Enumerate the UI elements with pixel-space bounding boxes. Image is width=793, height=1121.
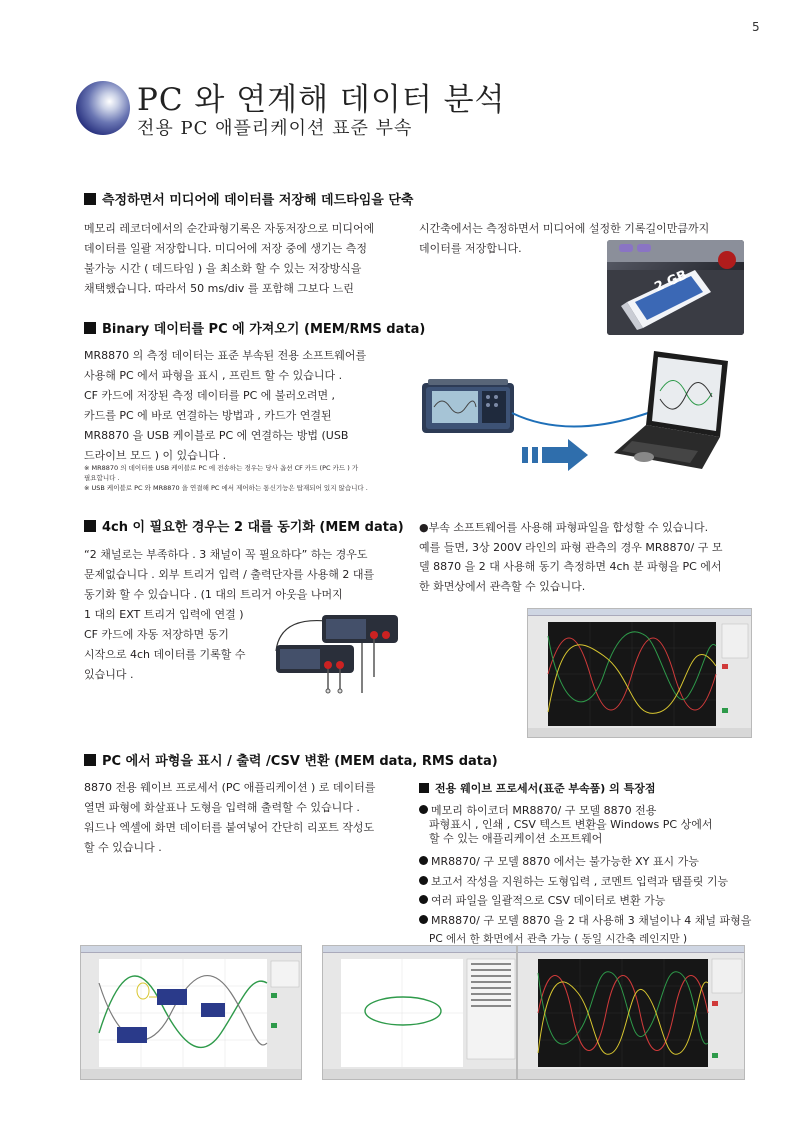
bullet-icon — [419, 895, 428, 904]
composite-waveform-svg — [528, 616, 752, 738]
composite-waveform-screenshot — [527, 608, 752, 738]
text-line: 예를 들면, 3상 200V 라인의 파형 관측의 경우 MR8870/ 구 모 — [419, 540, 723, 554]
page-number: 5 — [752, 20, 760, 34]
section2-notes — [84, 463, 394, 493]
section1-heading — [84, 189, 413, 208]
window-titlebar — [528, 609, 751, 616]
window-titlebar — [81, 946, 301, 953]
section-marker-icon — [84, 193, 96, 205]
section1-left-text — [84, 219, 414, 299]
window-titlebar — [518, 946, 744, 953]
text-line: 한 화면상에서 관측할 수 있습니다. — [419, 579, 586, 593]
section1-heading-text: 측정하면서 미디어에 데이터를 저장해 데드타임을 단축 — [102, 193, 414, 208]
bullet-icon — [419, 876, 428, 885]
text-line: 할 수 있습니다 . — [84, 841, 162, 854]
note-line: ※ USB 케이블로 PC 와 MR8870 을 연결해 PC 에서 제어하는 통신기능은 탑재되어 있지 않습니다 . — [84, 484, 368, 492]
text-line: 사용해 PC 에서 파형을 표시 , 프린트 할 수 있습니다 . — [84, 369, 343, 382]
text-line: CF 카드에 저장된 측정 데이터를 PC 에 불러오려면 , — [84, 389, 336, 402]
feature-item — [419, 911, 754, 931]
xy-plot-screenshot — [322, 945, 517, 1080]
note-line: 필요합니다 . — [84, 474, 120, 482]
section-marker-icon — [84, 754, 96, 766]
section-marker-icon — [419, 783, 429, 793]
multichannel-waveform-screenshot — [517, 945, 745, 1080]
section4-text — [84, 778, 409, 858]
text-line: MR8870 의 측정 데이터는 표준 부속된 전용 소프트웨어를 — [84, 349, 367, 362]
page-title: PC 와 연계해 데이터 분석 — [137, 82, 506, 118]
feature-text: PC 에서 한 화면에서 관측 가능 ( 동일 시간축 레인지만 ) — [429, 933, 688, 945]
features-heading — [419, 780, 655, 796]
cf-card-photo — [607, 240, 744, 335]
text-line: 채택했습니다. 따라서 50 ms/div 를 포함해 그보다 느린 — [84, 282, 354, 295]
section3-right-text — [419, 518, 749, 596]
text-line: 있습니다 . — [84, 668, 134, 681]
section2-heading-text: Binary 데이터를 PC 에 가져오기 (MEM/RMS data) — [102, 322, 426, 337]
text-line: 델 8870 을 2 대 사용해 동기 측정하면 4ch 분 파형을 PC 에서 — [419, 560, 722, 573]
recorder-laptop-illustration — [418, 345, 748, 475]
text-line: 워드나 엑셀에 화면 데이터를 붙여넣어 간단히 리포트 작성도 — [84, 821, 375, 834]
cf-card-label: 2 GB — [652, 267, 690, 296]
text-line: 열면 파형에 화살표나 도형을 입력해 출력할 수 있습니다 . — [84, 801, 360, 814]
recorder-laptop-svg — [418, 345, 748, 475]
text-line: 카드를 PC 에 바로 연결하는 방법과 , 카드가 연결된 — [84, 409, 332, 422]
text-line: 데이터를 저장합니다. — [419, 242, 522, 255]
text-line: 시간축에서는 측정하면서 미디어에 설정한 기록길이만큼까지 — [419, 222, 710, 235]
feature-text: 파형표시 , 인쇄 , CSV 텍스트 변환을 Windows PC 상에서 — [429, 818, 713, 831]
text-line: 메모리 레코더에서의 순간파형기록은 자동저장으로 미디어에 — [84, 222, 375, 235]
section3-heading-text: 4ch 이 필요한 경우는 2 대를 동기화 (MEM data) — [102, 520, 404, 535]
text-line: 8870 전용 웨이브 프로세서 (PC 애플리케이션 ) 로 데이터를 — [84, 781, 376, 794]
text-line: 드라이브 모드 ) 이 있습니다 . — [84, 449, 227, 462]
feature-text: 메모리 하이코더 MR8870/ 구 모델 8870 전용 — [431, 804, 657, 817]
text-line: 시작으로 4ch 데이터를 기록할 수 — [84, 648, 246, 661]
text-line: CF 카드에 자동 저장하면 동기 — [84, 628, 229, 641]
section4-heading-text: PC 에서 파형을 표시 / 출력 /CSV 변환 (MEM data, RMS data) — [102, 754, 498, 769]
feature-text: MR8870/ 구 모델 8870 에서는 불가능한 XY 표시 가능 — [431, 855, 699, 868]
text-line: ●부속 소프트웨어를 사용해 파형파일을 합성할 수 있습니다. — [419, 521, 709, 534]
features-heading-text: 전용 웨이브 프로세서(표준 부속품) 의 특장점 — [435, 782, 656, 795]
synced-recorders-illustration — [266, 607, 406, 697]
text-line: 불가능 시간 ( 데드타임 ) 을 최소화 할 수 있는 저장방식을 — [84, 262, 362, 275]
section-marker-icon — [84, 322, 96, 334]
section2-heading — [84, 318, 425, 337]
header-logo-circle — [76, 81, 130, 135]
text-line: 동기화 할 수 있습니다 . (1 대의 트리거 아웃을 나머지 — [84, 588, 343, 601]
feature-text: 여러 파일을 일괄적으로 CSV 데이터로 변환 가능 — [431, 894, 666, 907]
annotated-waveform-screenshot — [80, 945, 302, 1080]
feature-text: 보고서 작성을 지원하는 도형입력 , 코멘트 입력과 탬플릿 기능 — [431, 874, 729, 888]
bullet-icon — [419, 915, 428, 924]
window-titlebar — [323, 946, 516, 953]
feature-text: 할 수 있는 애플리케이션 소프트웨어 — [429, 832, 603, 845]
text-line: 데이터를 일괄 저장합니다. 미디어에 저장 중에 생기는 측정 — [84, 242, 367, 255]
note-line: ※ MR8870 의 데이터를 USB 케이블로 PC 에 전송하는 경우는 당사 옵션 CF 카드 (PC 카드 ) 가 — [84, 464, 359, 472]
features-list — [419, 804, 754, 950]
bullet-icon — [419, 805, 428, 814]
section-marker-icon — [84, 520, 96, 532]
synced-recorders-svg — [266, 607, 406, 697]
feature-text: MR8870/ 구 모델 8870 을 2 대 사용해 3 채널이나 4 채널 파형을 — [431, 913, 752, 927]
page-subtitle: 전용 PC 애플리케이션 표준 부속 — [137, 118, 413, 139]
annotated-waveform-svg — [81, 953, 302, 1080]
section4-heading — [84, 750, 498, 769]
section2-text — [84, 346, 394, 466]
xy-plot-svg — [323, 953, 517, 1080]
feature-item — [419, 872, 754, 892]
text-line: “2 채널로는 부족하다 . 3 채널이 꼭 필요하다” 하는 경우도 — [84, 548, 368, 561]
feature-item — [419, 852, 754, 872]
feature-item — [419, 804, 754, 846]
feature-item — [419, 891, 754, 911]
text-line: 1 대의 EXT 트리거 입력에 연결 ) — [84, 608, 244, 621]
multichannel-waveform-svg — [518, 953, 745, 1080]
bullet-icon — [419, 856, 428, 865]
text-line: 문제없습니다 . 외부 트리거 입력 / 출력단자를 사용해 2 대를 — [84, 568, 375, 581]
text-line: MR8870 을 USB 케이블로 PC 에 연결하는 방법 (USB — [84, 429, 349, 442]
section3-heading — [84, 516, 404, 535]
